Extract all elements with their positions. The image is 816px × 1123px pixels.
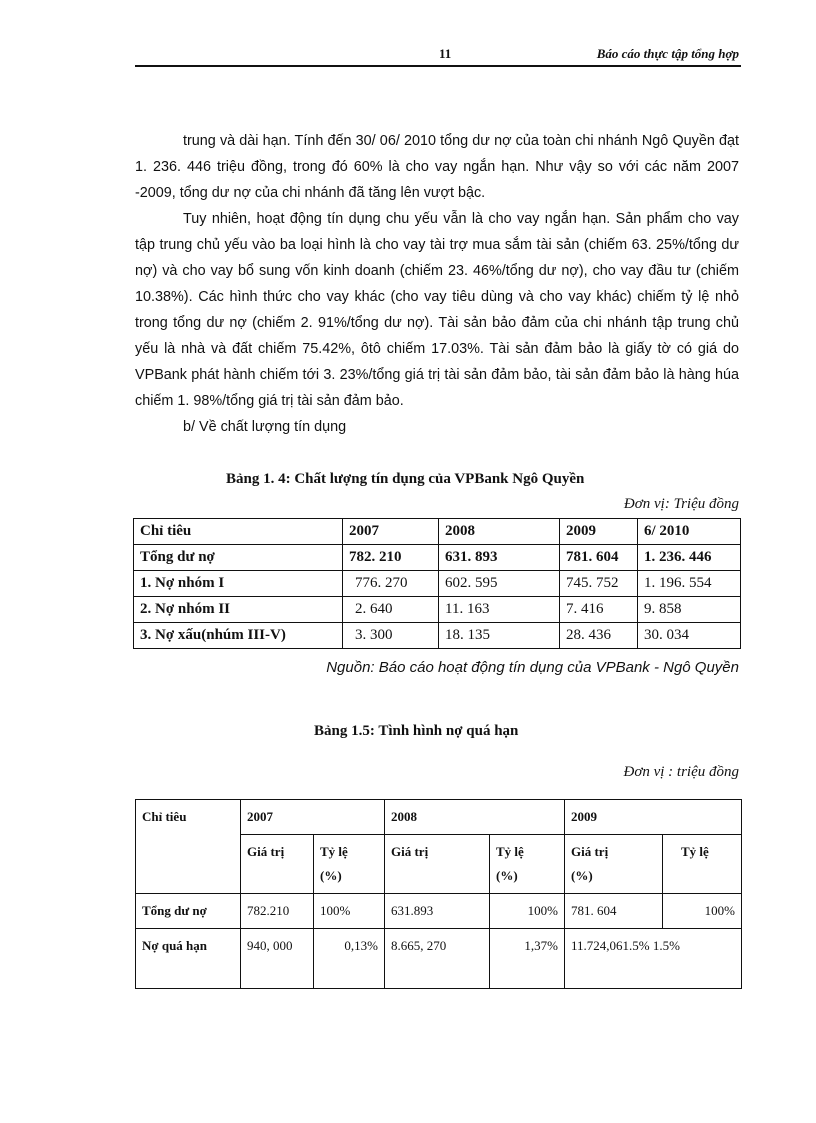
section-heading: b/ Về chất lượng tín dụng [183, 419, 347, 435]
table-cell: 631.893 [385, 894, 490, 929]
subheader-value: Giá trị [241, 835, 314, 894]
table2-caption: Bảng 1.5: Tình hình nợ quá hạn [314, 723, 519, 739]
table1-unit: Đơn vị: Triệu đồng [623, 496, 739, 512]
credit-quality-table [133, 518, 741, 649]
table-cell: 2. Nợ nhóm II [134, 597, 343, 623]
table-cell: 602. 595 [439, 571, 560, 597]
table-cell: 30. 034 [638, 623, 741, 649]
table-cell: 1,37% [490, 929, 565, 989]
table-header-cell: Chỉ tiêu [136, 800, 241, 894]
table-row [134, 545, 741, 571]
header-divider [135, 65, 741, 67]
subheader-ratio: Tỷ lệ [663, 835, 742, 894]
table-cell-value: 11.724,061.5% [571, 938, 650, 953]
overdue-debt-table [135, 799, 742, 989]
table-header-cell: Chỉ tiêu [134, 519, 343, 545]
page-number: 11 [439, 46, 452, 61]
table-header-cell: 2007 [343, 519, 439, 545]
subheader-ratio-label: Tỷ lệ [496, 844, 524, 859]
table-cell: 745. 752 [560, 571, 638, 597]
table-cell: 781. 604 [565, 894, 663, 929]
table-cell: 3. 300 [343, 623, 439, 649]
table-cell: 18. 135 [439, 623, 560, 649]
subheader-value-unit: (%) [571, 868, 593, 883]
table-header-row [134, 519, 741, 545]
table-row [134, 623, 741, 649]
subheader-ratio [490, 835, 565, 894]
table-cell: 0,13% [314, 929, 385, 989]
table-cell: Tổng dư nợ [136, 894, 241, 929]
table-cell: 782.210 [241, 894, 314, 929]
table-row [136, 929, 742, 989]
table-cell: 100% [490, 894, 565, 929]
table-cell: 1. 196. 554 [638, 571, 741, 597]
table-cell: 1. Nợ nhóm I [134, 571, 343, 597]
table-cell: 631. 893 [439, 545, 560, 571]
table-cell: 100% [663, 894, 742, 929]
subheader-value [565, 835, 663, 894]
table-header-row [136, 800, 742, 835]
table-cell: 28. 436 [560, 623, 638, 649]
table-cell: 2. 640 [343, 597, 439, 623]
body-text [135, 128, 739, 440]
table-header-cell: 2008 [439, 519, 560, 545]
table-cell: 100% [314, 894, 385, 929]
paragraph: trung và dài hạn. Tính đến 30/ 06/ 2010 tổng dư nợ của toàn chi nhánh Ngô Quyền đạt 1. 236. 446 triệu đồng, trong đó 60% là cho vay ngắn hạn. Như vậy so với các năm 2007 -2009, tổng dư nợ của chi nhánh đã tăng lên vượt bậc. [135, 133, 739, 201]
subheader-ratio-label: Tỷ lệ [320, 844, 348, 859]
table-row [134, 597, 741, 623]
subheader-ratio-unit: (%) [496, 868, 518, 883]
table-row [134, 571, 741, 597]
page-header [135, 44, 741, 66]
table-cell: 781. 604 [560, 545, 638, 571]
year-header: 2009 [565, 800, 742, 835]
table-header-cell: 2009 [560, 519, 638, 545]
year-header: 2007 [241, 800, 385, 835]
table-cell: 7. 416 [560, 597, 638, 623]
table-header-cell: 6/ 2010 [638, 519, 741, 545]
table-cell-value: 1.5% [652, 938, 680, 953]
table-cell: Tổng dư nợ [134, 545, 343, 571]
subheader-value-label: Giá trị [571, 844, 609, 859]
subheader-ratio [314, 835, 385, 894]
table-cell: 3. Nợ xấu(nhúm III-V) [134, 623, 343, 649]
table2-unit: Đơn vị : triệu đồng [623, 764, 739, 780]
year-header: 2008 [385, 800, 565, 835]
table-cell: 8.665, 270 [385, 929, 490, 989]
table-cell: 776. 270 [343, 571, 439, 597]
subheader-ratio-unit: (%) [320, 868, 342, 883]
table-cell: 782. 210 [343, 545, 439, 571]
table-cell: Nợ quá hạn [136, 929, 241, 989]
subheader-value: Giá trị [385, 835, 490, 894]
table-cell: 940, 000 [241, 929, 314, 989]
table-cell: 11. 163 [439, 597, 560, 623]
paragraph: Tuy nhiên, hoạt động tín dụng chu yếu vẫn là cho vay ngắn hạn. Sản phẩm cho vay tập trung chủ yếu vào ba loại hình là cho vay tài trợ mua sắm tài sản (chiếm 63. 25%/tổng dư nợ) và cho vay bổ sung vốn kinh doanh (chiếm 23. 46%/tổng dư nợ), cho vay đầu tư (chiếm 10.38%). Các hình thức cho vay khác (cho vay tiêu dùng và cho vay khác) chiếm tỷ lệ nhỏ trong tổng dư nợ (chiếm 2. 91%/tổng dư nợ). Tài sản bảo đảm của chi nhánh tập trung chủ yếu là nhà và đất chiếm 75.42%, ôtô chiếm 17.03%. Tài sản đảm bảo là giấy tờ có giá do VPBank phát hành chiếm tới 3. 23%/tổng giá trị tài sản đảm bảo, tài sản đảm bảo là hàng húa chiếm 1. 98%/tổng giá trị tài sản đảm bảo. [135, 211, 739, 409]
table-cell: 1. 236. 446 [638, 545, 741, 571]
table-cell [565, 929, 742, 989]
table-row [136, 894, 742, 929]
table1-source: Nguồn: Báo cáo hoạt động tín dụng của VPBank - Ngô Quyền [326, 659, 739, 676]
table1-caption: Bảng 1. 4: Chất lượng tín dụng của VPBank Ngô Quyền [226, 471, 585, 487]
table-cell: 9. 858 [638, 597, 741, 623]
header-title: Báo cáo thực tập tổng hợp [596, 46, 739, 61]
